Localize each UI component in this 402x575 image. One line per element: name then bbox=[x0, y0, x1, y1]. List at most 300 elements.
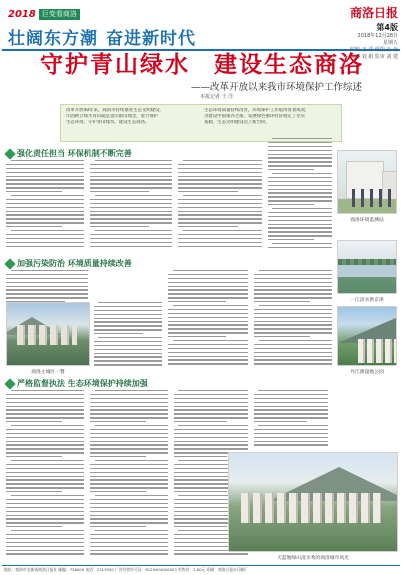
text-line bbox=[90, 226, 149, 227]
text-line bbox=[174, 448, 248, 449]
masthead-left bbox=[2, 2, 310, 48]
text-line bbox=[6, 511, 84, 512]
text-line bbox=[178, 172, 262, 173]
text-line bbox=[254, 402, 328, 403]
text-line bbox=[94, 341, 162, 342]
text-line bbox=[95, 195, 172, 196]
text-line bbox=[90, 214, 172, 215]
text-line bbox=[174, 491, 227, 492]
text-line bbox=[90, 476, 168, 477]
text-line bbox=[90, 172, 172, 173]
text-line bbox=[259, 340, 332, 341]
text-line bbox=[254, 398, 328, 399]
text-line bbox=[90, 203, 172, 204]
text-line bbox=[268, 220, 332, 221]
text-line bbox=[259, 270, 332, 271]
text-line bbox=[168, 363, 248, 364]
text-line bbox=[95, 530, 168, 531]
text-line bbox=[6, 464, 84, 465]
lead-line: 基础，生态文明建设迈上新台阶。 bbox=[204, 120, 270, 126]
article-subtitle: ——改革开放以来我市环境保护工作综述 bbox=[190, 82, 362, 93]
text-line bbox=[94, 364, 162, 365]
headline-part2: 奋进新时代 bbox=[106, 29, 196, 49]
text-line bbox=[94, 353, 162, 354]
text-line bbox=[174, 398, 248, 399]
text-line bbox=[178, 242, 262, 243]
section-heading-1 bbox=[6, 148, 132, 159]
text-line bbox=[6, 421, 62, 422]
text-line bbox=[94, 314, 162, 315]
text-line bbox=[174, 437, 248, 438]
text-line bbox=[90, 522, 168, 523]
text-line bbox=[98, 337, 162, 338]
text-line bbox=[90, 491, 146, 492]
text-line bbox=[268, 239, 314, 240]
text-line bbox=[11, 390, 84, 391]
text-line bbox=[174, 429, 248, 430]
text-line bbox=[90, 413, 168, 414]
text-line bbox=[6, 191, 62, 192]
text-line bbox=[90, 472, 168, 473]
text-line bbox=[168, 352, 248, 353]
text-line bbox=[6, 207, 84, 208]
text-line bbox=[11, 425, 84, 426]
text-line bbox=[6, 278, 88, 279]
text-line bbox=[268, 157, 332, 158]
text-line bbox=[6, 168, 84, 169]
text-line bbox=[168, 317, 248, 318]
photo-river bbox=[337, 240, 397, 294]
title-part2: 建设生态商洛 bbox=[214, 52, 364, 78]
text-line bbox=[254, 278, 332, 279]
title-part1: 守护青山绿水 bbox=[40, 52, 190, 78]
text-line bbox=[268, 224, 332, 225]
text-line bbox=[90, 406, 168, 407]
text-line bbox=[6, 282, 88, 283]
text-line bbox=[254, 293, 332, 294]
text-line bbox=[6, 179, 84, 180]
text-line bbox=[6, 487, 84, 488]
footer-info: 地址：商洛市北新街商洛日报社 邮编：726000 电话：2313530 广告经营许可证：6125004000003 零售价：1.00元 印刷：商洛日报社印刷厂 bbox=[4, 567, 249, 572]
text-line bbox=[254, 286, 332, 287]
text-line bbox=[90, 518, 168, 519]
text-line bbox=[6, 472, 84, 473]
text-line bbox=[6, 176, 84, 177]
text-line bbox=[254, 413, 328, 414]
text-line bbox=[94, 310, 162, 311]
text-line bbox=[90, 483, 168, 484]
text-line bbox=[90, 398, 168, 399]
section-marker-icon bbox=[4, 148, 15, 159]
text-line bbox=[95, 460, 168, 461]
text-line bbox=[90, 176, 172, 177]
text-line bbox=[6, 286, 88, 287]
text-line bbox=[268, 189, 332, 190]
text-line bbox=[90, 402, 168, 403]
text-line bbox=[6, 218, 84, 219]
text-line bbox=[6, 274, 88, 275]
text-line bbox=[178, 203, 262, 204]
text-line bbox=[6, 187, 84, 188]
text-line bbox=[94, 345, 162, 346]
text-line bbox=[254, 317, 332, 318]
text-line bbox=[90, 511, 168, 512]
text-line bbox=[90, 218, 172, 219]
photo-monitoring-station bbox=[337, 150, 397, 214]
text-line bbox=[168, 286, 248, 287]
text-line bbox=[6, 293, 88, 294]
text-line bbox=[11, 495, 84, 496]
section-title: 强化责任担当 环保机制不断完善 bbox=[17, 149, 132, 158]
text-line bbox=[178, 179, 262, 180]
text-line bbox=[254, 321, 332, 322]
text-line bbox=[168, 313, 248, 314]
text-line bbox=[174, 526, 227, 527]
text-line bbox=[268, 165, 332, 166]
body-column bbox=[6, 160, 84, 252]
text-line bbox=[6, 499, 84, 500]
text-line bbox=[90, 526, 146, 527]
text-line bbox=[178, 164, 262, 165]
text-line bbox=[6, 429, 84, 430]
text-line bbox=[11, 270, 88, 271]
text-line bbox=[173, 305, 248, 306]
text-line bbox=[90, 452, 168, 453]
text-line bbox=[268, 177, 332, 178]
text-line bbox=[254, 437, 328, 438]
text-line bbox=[254, 352, 332, 353]
body-column bbox=[90, 160, 172, 252]
text-line bbox=[254, 289, 332, 290]
text-line bbox=[254, 429, 328, 430]
body-column bbox=[94, 302, 162, 370]
issue-date: 2018年12月28日 bbox=[357, 33, 398, 39]
text-line bbox=[6, 172, 84, 173]
text-line bbox=[90, 429, 168, 430]
text-line bbox=[90, 503, 168, 504]
masthead bbox=[0, 0, 402, 60]
text-line bbox=[6, 515, 84, 516]
text-line bbox=[268, 196, 332, 197]
text-line bbox=[6, 456, 62, 457]
text-line bbox=[168, 356, 248, 357]
text-line bbox=[90, 409, 168, 410]
text-line bbox=[272, 243, 332, 244]
text-line bbox=[178, 176, 262, 177]
text-line bbox=[268, 231, 332, 232]
text-line bbox=[174, 444, 248, 445]
text-line bbox=[95, 390, 168, 391]
photo-caption: 丹江源湿地公园 bbox=[350, 370, 384, 375]
text-line bbox=[90, 199, 172, 200]
text-line bbox=[90, 444, 168, 445]
text-line bbox=[168, 274, 248, 275]
kicker bbox=[8, 8, 80, 20]
text-line bbox=[11, 160, 84, 161]
text-line bbox=[6, 476, 84, 477]
text-line bbox=[94, 325, 162, 326]
text-line bbox=[95, 425, 168, 426]
text-line bbox=[168, 321, 248, 322]
text-line bbox=[6, 538, 84, 539]
photo-caption: 商洛环境监测站 bbox=[350, 218, 384, 223]
text-line bbox=[268, 216, 332, 217]
lead-line: 改革开放40年来，商洛市持续推进生态文明建设， bbox=[66, 108, 164, 113]
text-line bbox=[174, 402, 248, 403]
text-line bbox=[90, 179, 172, 180]
text-line bbox=[6, 491, 62, 492]
body-column bbox=[6, 390, 84, 560]
text-line bbox=[6, 402, 84, 403]
text-line bbox=[90, 183, 172, 184]
text-line bbox=[173, 340, 248, 341]
text-line bbox=[254, 301, 310, 302]
text-line bbox=[178, 234, 262, 235]
text-line bbox=[168, 301, 226, 302]
body-column bbox=[268, 138, 332, 252]
text-line bbox=[6, 553, 84, 554]
body-column bbox=[254, 270, 332, 370]
text-line bbox=[268, 169, 314, 170]
issue-weekday: 星期五 bbox=[382, 40, 398, 46]
text-line bbox=[178, 238, 262, 239]
text-line bbox=[90, 246, 172, 247]
text-line bbox=[268, 150, 332, 151]
text-line bbox=[174, 441, 248, 442]
text-line bbox=[268, 227, 332, 228]
text-line bbox=[90, 507, 168, 508]
text-line bbox=[90, 441, 168, 442]
text-line bbox=[268, 192, 332, 193]
text-line bbox=[254, 348, 332, 349]
text-line bbox=[272, 173, 332, 174]
text-line bbox=[168, 332, 248, 333]
photo-city-view bbox=[6, 302, 90, 366]
text-line bbox=[254, 328, 332, 329]
section-marker-icon bbox=[4, 258, 15, 269]
text-line bbox=[90, 479, 168, 480]
text-line bbox=[90, 417, 168, 418]
text-line bbox=[178, 199, 262, 200]
text-line bbox=[94, 349, 162, 350]
text-line bbox=[90, 433, 168, 434]
text-line bbox=[90, 234, 172, 235]
text-line bbox=[6, 503, 84, 504]
text-line bbox=[6, 234, 84, 235]
text-line bbox=[6, 203, 84, 204]
text-line bbox=[90, 211, 172, 212]
lead-line: 生态环境，守护青山绿水，建设生态商洛。 bbox=[66, 120, 150, 126]
text-line bbox=[90, 534, 168, 535]
text-line bbox=[254, 433, 328, 434]
text-line bbox=[11, 460, 84, 461]
text-line bbox=[90, 191, 149, 192]
paper-name: 商洛日报 bbox=[349, 6, 398, 20]
text-line bbox=[174, 413, 248, 414]
text-line bbox=[183, 160, 262, 161]
text-line bbox=[94, 321, 162, 322]
text-line bbox=[268, 247, 332, 248]
text-line bbox=[168, 359, 248, 360]
body-column bbox=[90, 390, 168, 560]
text-line bbox=[178, 214, 262, 215]
body-column bbox=[254, 390, 328, 450]
text-line bbox=[90, 164, 172, 165]
masthead-rule bbox=[2, 49, 400, 51]
text-line bbox=[168, 336, 226, 337]
text-line bbox=[174, 417, 248, 418]
text-line bbox=[6, 526, 62, 527]
text-line bbox=[90, 487, 168, 488]
text-line bbox=[254, 332, 332, 333]
text-line bbox=[272, 138, 332, 139]
text-line bbox=[6, 479, 84, 480]
text-line bbox=[90, 553, 168, 554]
text-line bbox=[178, 222, 262, 223]
text-line bbox=[90, 515, 168, 516]
text-line bbox=[259, 305, 332, 306]
text-line bbox=[168, 289, 248, 290]
text-line bbox=[6, 289, 88, 290]
text-line bbox=[254, 344, 332, 345]
text-line bbox=[254, 421, 307, 422]
text-line bbox=[6, 417, 84, 418]
text-line bbox=[6, 242, 84, 243]
text-line bbox=[168, 324, 248, 325]
text-line bbox=[94, 318, 162, 319]
text-line bbox=[6, 437, 84, 438]
text-line bbox=[6, 199, 84, 200]
text-line bbox=[6, 214, 84, 215]
text-line bbox=[95, 160, 172, 161]
text-line bbox=[98, 302, 162, 303]
text-line bbox=[94, 360, 162, 361]
text-line bbox=[6, 444, 84, 445]
lead-line: 为建设中国康养之都、发展绿色循环经济奠定了坚实 bbox=[204, 114, 305, 120]
text-line bbox=[254, 406, 328, 407]
text-line bbox=[6, 413, 84, 414]
text-line bbox=[254, 359, 332, 360]
text-line bbox=[174, 433, 248, 434]
text-line bbox=[6, 394, 84, 395]
text-line bbox=[254, 409, 328, 410]
byline: 本报记者 王 洋 bbox=[200, 94, 234, 100]
text-line bbox=[254, 313, 332, 314]
text-line bbox=[258, 425, 328, 426]
text-line bbox=[94, 333, 143, 334]
text-line bbox=[11, 230, 84, 231]
text-line bbox=[178, 425, 248, 426]
text-line bbox=[90, 464, 168, 465]
section-title: 加强污染防治 环境质量持续改善 bbox=[17, 259, 132, 268]
text-line bbox=[254, 309, 332, 310]
text-line bbox=[183, 195, 262, 196]
lead-box bbox=[60, 104, 342, 142]
body-column bbox=[168, 270, 248, 370]
text-line bbox=[94, 329, 162, 330]
photo-city-landscape bbox=[228, 452, 398, 552]
text-line bbox=[254, 324, 332, 325]
kicker-number: 2018 bbox=[8, 8, 36, 20]
text-line bbox=[90, 538, 168, 539]
text-line bbox=[168, 348, 248, 349]
text-line bbox=[268, 154, 332, 155]
text-line bbox=[90, 238, 172, 239]
text-line bbox=[168, 328, 248, 329]
text-line bbox=[168, 344, 248, 345]
text-line bbox=[6, 448, 84, 449]
section-title: 严格监督执法 生态环境保护持续加强 bbox=[17, 379, 148, 388]
text-line bbox=[168, 278, 248, 279]
text-line bbox=[183, 230, 262, 231]
text-line bbox=[90, 421, 146, 422]
text-line bbox=[6, 183, 84, 184]
text-line bbox=[254, 417, 328, 418]
text-line bbox=[6, 406, 84, 407]
text-line bbox=[90, 437, 168, 438]
text-line bbox=[178, 226, 238, 227]
text-line bbox=[268, 185, 332, 186]
text-line bbox=[6, 542, 84, 543]
text-line bbox=[178, 218, 262, 219]
text-line bbox=[11, 530, 84, 531]
text-line bbox=[6, 518, 84, 519]
text-line bbox=[6, 483, 84, 484]
text-line bbox=[95, 495, 168, 496]
text-line bbox=[178, 187, 262, 188]
photo-caption: 一江清水供京津 bbox=[350, 298, 384, 303]
text-line bbox=[168, 293, 248, 294]
section-heading-2 bbox=[6, 258, 132, 269]
text-line bbox=[6, 238, 84, 239]
headline-part1: 壮阔东方潮 bbox=[8, 29, 98, 49]
article-banner bbox=[6, 52, 398, 93]
text-line bbox=[178, 183, 262, 184]
text-line bbox=[168, 309, 248, 310]
text-line bbox=[178, 246, 262, 247]
footer-rule bbox=[2, 565, 400, 566]
text-line bbox=[174, 409, 248, 410]
text-line bbox=[173, 270, 248, 271]
text-line bbox=[254, 441, 328, 442]
text-line bbox=[268, 146, 332, 147]
text-line bbox=[268, 212, 332, 213]
text-line bbox=[268, 161, 332, 162]
text-line bbox=[6, 550, 84, 551]
text-line bbox=[94, 306, 162, 307]
text-line bbox=[6, 222, 84, 223]
text-line bbox=[90, 168, 172, 169]
text-line bbox=[90, 546, 168, 547]
text-line bbox=[90, 542, 168, 543]
text-line bbox=[254, 394, 328, 395]
text-line bbox=[178, 168, 262, 169]
text-line bbox=[6, 452, 84, 453]
text-line bbox=[6, 211, 84, 212]
text-line bbox=[6, 433, 84, 434]
text-line bbox=[254, 336, 310, 337]
text-line bbox=[254, 444, 328, 445]
column-headline bbox=[8, 24, 196, 49]
text-line bbox=[258, 390, 328, 391]
text-line bbox=[254, 363, 332, 364]
text-line bbox=[90, 456, 146, 457]
text-line bbox=[174, 456, 227, 457]
text-line bbox=[6, 246, 84, 247]
kicker-tag: 巨变看商洛 bbox=[39, 9, 80, 20]
page-number: 第4版 bbox=[376, 23, 398, 32]
text-line bbox=[6, 164, 84, 165]
